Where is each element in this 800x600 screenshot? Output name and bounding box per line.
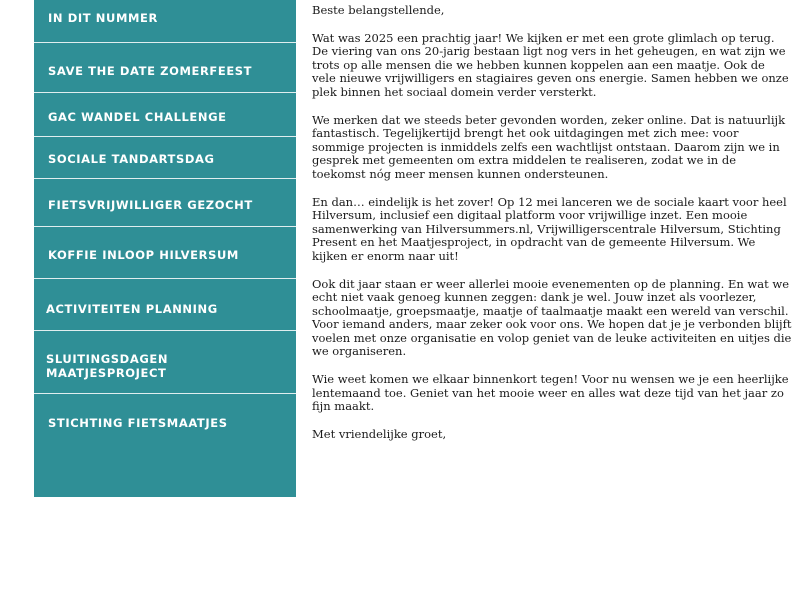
sidebar-item-sociale-tandartsdag[interactable] [48,152,310,166]
sidebar-item-activiteiten-planning[interactable] [46,302,308,316]
sidebar-item-label: KOFFIE INLOOP HILVERSUM [48,248,239,262]
sidebar-item-stichting-fietsmaatjes[interactable] [48,416,310,430]
letter-paragraph: Ook dit jaar staan er weer allerlei mooie evenementen op de planning. En wat we echt niet vaak genoeg kunnen zeggen: dank je wel. Jouw inzet als voorlezer, schoolmaatje, groepsmaatje, maatje of taalmaatje maakt een wereld van verschil. Voor iemand anders, maar zeker ook voor ons. We hopen dat je je verbonden blijft voelen met onze organisatie en volop geniet van de leuke activiteiten en uitjes die we organiseren. [312,276,792,359]
newsletter-sidebar-nav [34,0,296,497]
sidebar-item-label: GAC WANDEL CHALLENGE [48,110,227,124]
sidebar-item-label-line2: MAATJESPROJECT [46,366,167,380]
sidebar-divider [34,92,296,93]
sidebar-item-fietsvrijwilliger-gezocht[interactable] [48,198,310,212]
sidebar-item-label: STICHTING FIETSMAATJES [48,416,228,430]
sidebar-divider [34,393,296,394]
sidebar-item-label: SOCIALE TANDARTSDAG [48,152,215,166]
letter-paragraph: Wie weet komen we elkaar binnenkort tegen! Voor nu wensen we je een heerlijke lentemaand toe. Geniet van het mooie weer en alles wat deze tijd van het jaar zo fijn maakt. [312,372,789,414]
sidebar-divider [34,226,296,227]
sidebar-divider [34,178,296,179]
sidebar-divider [34,278,296,279]
sidebar-item-sluitingsdagen-maatjesproject[interactable] [46,352,308,380]
letter-closing: Met vriendelijke groet, [312,426,447,441]
letter-paragraph: En dan… eindelijk is het zover! Op 12 mei lanceren we de sociale kaart voor heel Hilversum, inclusief een digitaal platform voor vrijwillige inzet. Een mooie samenwerking van Hilversummers.nl, Vrijwilligerscentrale Hilversum, Stichting Present en het Maatjesproject, in opdracht van de gemeente Hilversum. We kijken er enorm naar uit! [312,194,787,263]
letter-paragraph: Wat was 2025 een prachtig jaar! We kijken er met een grote glimlach op terug. De viering van ons 20-jarig bestaan ligt nog vers in het geheugen, en wat zijn we trots op alle mensen die we hebben kunnen koppelen aan een maatje. Ook de vele nieuwe vrijwilligers en stagiaires geven ons energie. Samen hebben we onze plek binnen het sociaal domein verder versterkt. [312,30,789,99]
sidebar-item-label: FIETSVRIJWILLIGER GEZOCHT [48,198,253,212]
sidebar-item-label: ACTIVITEITEN PLANNING [46,302,218,316]
sidebar-item-in-dit-nummer[interactable] [48,11,310,25]
sidebar-divider [34,42,296,43]
sidebar-item-label: IN DIT NUMMER [48,11,158,25]
sidebar-item-save-the-date-zomerfeest[interactable] [48,64,310,78]
sidebar-item-label: SAVE THE DATE ZOMERFEEST [48,64,253,78]
sidebar-item-label-line1: SLUITINGSDAGEN [46,352,169,366]
sidebar-divider [34,330,296,331]
sidebar-divider [34,136,296,137]
letter-greeting: Beste belangstellende, [312,3,445,17]
sidebar-item-koffie-inloop-hilversum[interactable] [48,248,310,262]
sidebar-item-gac-wandel-challenge[interactable] [48,110,310,124]
letter-paragraph: We merken dat we steeds beter gevonden worden, zeker online. Dat is natuurlijk fantastisch. Tegelijkertijd brengt het ook uitdagingen met zich mee: voor sommige projecten is inmiddels zelfs een wachtlijst ontstaan. Daarom zijn we in gesprek met gemeenten om extra middelen te realiseren, zodat we in de toekomst nóg meer mensen kunnen ondersteunen. [312,112,786,181]
newsletter-letter [312,4,792,455]
